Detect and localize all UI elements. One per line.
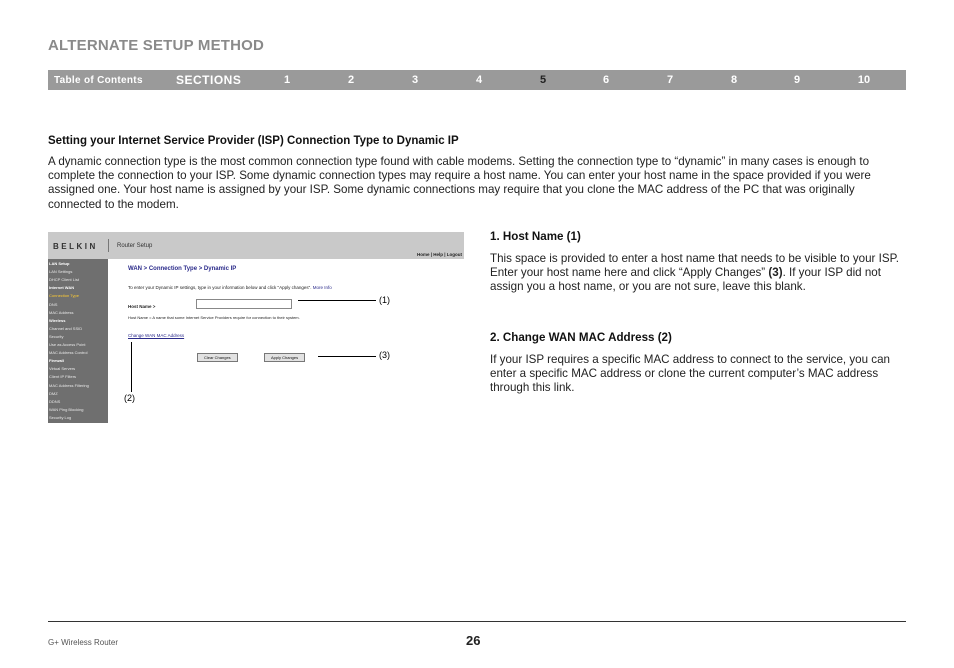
router-sidebar-item[interactable]: Client IP Filters (49, 374, 77, 380)
change-mac-heading: 2. Change WAN MAC Address (2) (490, 331, 672, 344)
router-setup-label: Router Setup (117, 243, 153, 249)
router-sidebar-item[interactable]: DHCP Client List (49, 277, 79, 283)
router-sidebar-item[interactable]: MAC Address (49, 309, 74, 315)
router-setup-screenshot (48, 232, 464, 423)
router-sidebar-item[interactable]: Security Log (49, 414, 72, 420)
router-sidebar-item[interactable]: DDNS (49, 398, 61, 404)
header-divider (108, 239, 109, 252)
section-link-4[interactable]: 4 (475, 74, 483, 86)
apply-changes-button[interactable]: Apply Changes (264, 353, 305, 362)
host-name-note: Host Name = A name that some Internet Service Providers require for connection to their system. (128, 315, 300, 320)
more-info-link[interactable]: More Info (312, 285, 332, 290)
section-link-6[interactable]: 6 (602, 74, 610, 86)
change-wan-mac-link[interactable]: Change WAN MAC Address (128, 333, 185, 338)
belkin-logo: BELKIN (53, 242, 98, 251)
router-header-bar (48, 232, 464, 259)
router-sidebar-item[interactable]: Use as Access Point (49, 342, 86, 347)
section-link-2[interactable]: 2 (347, 74, 355, 86)
router-sidebar-item[interactable]: LAN Settings (49, 269, 73, 275)
router-sidebar-item[interactable]: Channel and SSID (49, 325, 83, 331)
host-name-input[interactable] (196, 299, 292, 309)
callout-line-1 (298, 300, 376, 301)
router-sidebar-item[interactable]: MAC Address Control (49, 350, 88, 356)
router-sidebar-item[interactable]: WAN Ping Blocking (49, 406, 84, 412)
callout-line-2 (131, 342, 132, 392)
host-name-text-a: This space is provided to enter a host name that needs to be visible to your ISP. Enter your host name here and click “Apply Changes” (490, 252, 900, 280)
callout-1-label: (1) (379, 295, 390, 305)
router-sidebar-item[interactable]: MAC Address Filtering (49, 382, 89, 388)
router-instruction-text: To enter your Dynamic IP settings, type in your information below and click "Apply changes". (128, 285, 312, 290)
host-name-heading: 1. Host Name (1) (490, 230, 581, 243)
router-sidebar-item[interactable]: DMZ (49, 390, 58, 396)
clear-changes-button[interactable]: Clear Changes (197, 353, 238, 362)
host-name-description (490, 252, 900, 295)
section-link-8[interactable]: 8 (730, 74, 738, 86)
router-top-links[interactable]: Home | Help | Logout (416, 252, 462, 257)
apply-ref: (3) (768, 266, 783, 280)
router-page-title: WAN > Connection Type > Dynamic IP (128, 266, 237, 272)
host-name-label: Host Name > (128, 304, 156, 309)
router-sidebar-item[interactable]: LAN Setup (49, 261, 70, 266)
change-mac-description: If your ISP requires a specific MAC address to connect to the service, you can enter a specific MAC address or clone the current computer’s MAC address through this link. (490, 353, 890, 395)
section-nav-bar (48, 70, 906, 90)
footer-product-name: G+ Wireless Router (48, 638, 119, 647)
router-sidebar (48, 259, 108, 423)
section-link-10[interactable]: 10 (857, 74, 871, 86)
section-title: ALTERNATE SETUP METHOD (48, 37, 265, 54)
router-sidebar-item[interactable]: Firewall (49, 358, 64, 364)
page-number: 26 (466, 633, 481, 648)
router-sidebar-item[interactable]: Connection Type (49, 293, 79, 299)
router-instruction (128, 285, 332, 290)
router-sidebar-item[interactable]: Virtual Servers (49, 366, 76, 372)
host-name-text-b: . If your ISP did not assign you a host name, or you are not sure, leave this blank. (490, 266, 881, 294)
router-sidebar-item[interactable]: Internet WAN (49, 285, 75, 291)
callout-line-3 (318, 356, 376, 357)
section-link-7[interactable]: 7 (666, 74, 674, 86)
content-heading: Setting your Internet Service Provider (ISP) Connection Type to Dynamic IP (48, 135, 459, 147)
callout-2-label: (2) (124, 393, 135, 403)
section-link-9[interactable]: 9 (793, 74, 801, 86)
intro-paragraph: A dynamic connection type is the most common connection type found with cable modems. Setting the connection type to “dynamic” in many cases is enough to complete the connection to your ISP. Some dynamic connection types may require a host name. You can enter your host name in the space provided if you were assigned one. Your host name is assigned by your ISP. Some dynamic connections may require that you clone the MAC address of the PC that was originally connected to the modem. (48, 155, 871, 211)
table-of-contents-link[interactable]: Table of Contents (54, 75, 143, 86)
section-link-3[interactable]: 3 (411, 74, 419, 86)
router-sidebar-item[interactable]: DNS (49, 301, 58, 307)
router-sidebar-item[interactable]: Security (49, 333, 64, 339)
sections-label: SECTIONS (176, 73, 242, 87)
router-sidebar-item[interactable]: Wireless (49, 317, 66, 323)
callout-3-label: (3) (379, 350, 390, 360)
router-main-panel (108, 259, 464, 423)
section-link-1[interactable]: 1 (283, 74, 291, 86)
section-link-5[interactable]: 5 (539, 74, 547, 86)
footer-divider (48, 621, 906, 622)
